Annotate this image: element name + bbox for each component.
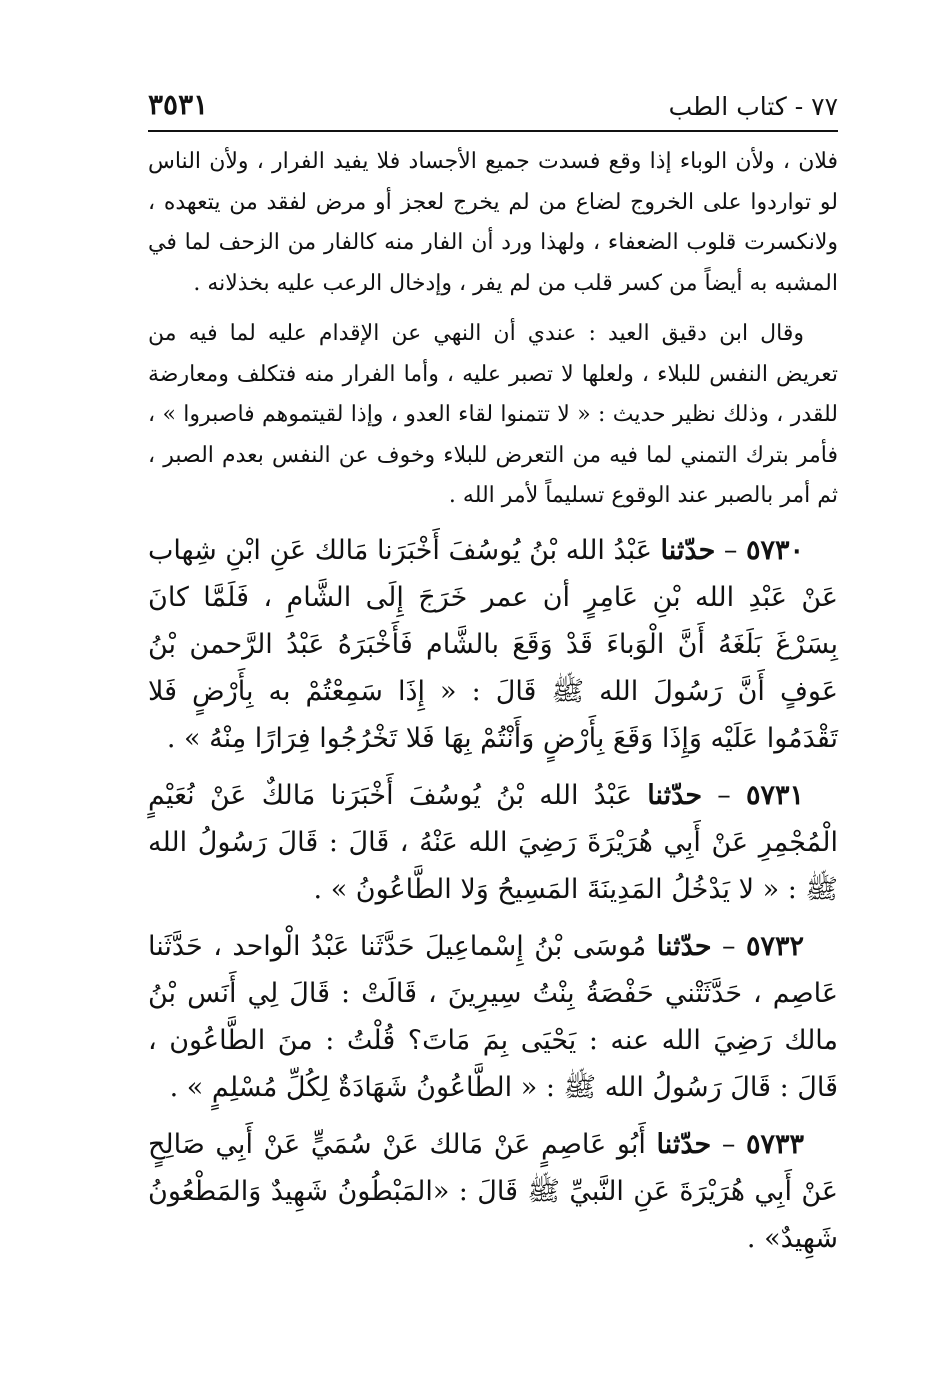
hadith-5733: ٥٧٣٣ – حدّثنا أَبُو عَاصِمٍ عَنْ مَالك عَنْ سُمَيٍّ عَنْ أَبِي صَالِحٍ عَنْ أَبِي هُرَيْرَةَ عَنِ النَّبيِّ ﷺ قَالَ : «المَبْطُونُ شَهِيدٌ وَالمَطْعُونُ شَهِيدٌ» . bbox=[148, 1128, 838, 1254]
hadith-text: أَبُو عَاصِمٍ عَنْ مَالك عَنْ سُمَيٍّ عَنْ أَبِي صَالِحٍ عَنْ أَبِي هُرَيْرَةَ عَنِ النَّبيِّ ﷺ قَالَ : «المَبْطُونُ شَهِيدٌ وَالمَطْعُونُ شَهِيدٌ» . bbox=[148, 1128, 838, 1254]
commentary-section bbox=[148, 142, 838, 517]
hadith-5730: ٥٧٣٠ – حدّثنا عَبْدُ الله بْنُ يُوسُفَ أَخْبَرَنا مَالك عَنِ ابْنِ شِهاب عَنْ عَبْدِ الله بْنِ عَامِرٍ أن عمر خَرَجَ إِلَى الشَّامِ ، فَلَمَّا كانَ بِسَرْغَ بَلَغَهُ أَنَّ الْوَباءَ قَدْ وَقَعَ بالشَّام فَأَخْبَرَهُ عَبْدُ الرَّحمن بْنُ عَوفٍ أَنَّ رَسُولَ الله ﷺ قَالَ : « إِذَا سَمِعْتُمْ به بِأَرْضٍ فَلا تَقْدَمُوا عَلَيْه وَإِذَا وَقَعَ بِأَرْضٍ وَأَنْتُمْ بِهَا فَلا تَخْرُجُوا فِرَارًا مِنْهُ » . bbox=[148, 534, 838, 754]
hadith-number: ٥٧٣١ bbox=[745, 779, 804, 811]
hadith-lead: حدّثنا bbox=[647, 779, 703, 811]
hadith-5732: ٥٧٣٢ – حدّثنا مُوسَى بْنُ إِسْماعِيلَ حَدَّثَنا عَبْدُ الْواحد ، حَدَّثَنا عَاصِم ، حَدَّثَتْني حَفْصَةُ بِنْتُ سِيرِينَ ، قَالَتْ : قَالَ لِي أَنَس بْنُ مالك رَضِيَ الله عنه : يَحْيَى بِمَ مَاتَ؟ قُلْتُ : منَ الطَّاعُون ، قَالَ : قَالَ رَسُولُ الله ﷺ : « الطَّاعُونُ شَهَادَةٌ لِكُلِّ مُسْلِمٍ » . bbox=[148, 930, 838, 1103]
hadith-number: ٥٧٣٢ bbox=[745, 930, 804, 962]
page-header bbox=[148, 88, 838, 132]
hadith-text: عَبْدُ الله بْنُ يُوسُفَ أَخْبَرَنا مَالك عَنِ ابْنِ شِهاب عَنْ عَبْدِ الله بْنِ عَامِرٍ أن عمر خَرَجَ إِلَى الشَّامِ ، فَلَمَّا كانَ بِسَرْغَ بَلَغَهُ أَنَّ الْوَباءَ قَدْ وَقَعَ بالشَّام فَأَخْبَرَهُ عَبْدُ الرَّحمن بْنُ عَوفٍ أَنَّ رَسُولَ الله ﷺ قَالَ : « إِذَا سَمِعْتُمْ به بِأَرْضٍ فَلا تَقْدَمُوا عَلَيْه وَإِذَا وَقَعَ بِأَرْضٍ وَأَنْتُمْ بِهَا فَلا تَخْرُجُوا فِرَارًا مِنْهُ » . bbox=[148, 534, 838, 754]
hadith-lead: حدّثنا bbox=[656, 930, 712, 962]
book-page bbox=[148, 88, 838, 1272]
page-number: ٣٥٣١ bbox=[148, 88, 209, 121]
commentary-paragraph: فلان ، ولأن الوباء إذا وقع فسدت جميع الأجساد فلا يفيد الفرار ، ولأن الناس لو تواردوا على الخروج لضاع من لم يخرج لعجز أو مرض لفقد من يتعهده ، ولانكسرت قلوب الضعفاء ، ولهذا ورد أن الفار منه كالفار من الزحف لما في المشبه به أيضاً من كسر قلب من لم يفر ، وإدخال الرعب عليه بخذلانه . bbox=[148, 149, 838, 296]
hadith-5731: ٥٧٣١ – حدّثنا عَبْدُ الله بْنُ يُوسُفَ أَخْبَرَنا مَالكٌ عَنْ نُعَيْمٍ الْمُجْمِرِ عَنْ أَبِي هُرَيْرَةَ رَضِيَ الله عَنْهُ ، قَالَ : قَالَ رَسُولُ الله ﷺ : « لا يَدْخُلُ المَدِينَةَ المَسِيحُ وَلا الطَّاعُونُ » . bbox=[148, 779, 838, 905]
hadith-number: ٥٧٣٣ bbox=[745, 1128, 804, 1160]
commentary-paragraph: وقال ابن دقيق العيد : عندي أن النهي عن الإقدام عليه لما فيه من تعريض النفس للبلاء ، ولعلها لا تصبر عليه ، وأما الفرار منه فتكلف ومعارضة للقدر ، وذلك نظير حديث : « لا تتمنوا لقاء العدو ، وإذا لقيتموهم فاصبروا » ، فأمر بترك التمني لما فيه من التعرض للبلاء وخوف عن النفس بعدم الصبر ، ثم أمر بالصبر عند الوقوع تسليماً لأمر الله . bbox=[148, 321, 838, 508]
hadith-text: مُوسَى بْنُ إِسْماعِيلَ حَدَّثَنا عَبْدُ الْواحد ، حَدَّثَنا عَاصِم ، حَدَّثَتْني حَفْصَةُ بِنْتُ سِيرِينَ ، قَالَتْ : قَالَ لِي أَنَس بْنُ مالك رَضِيَ الله عنه : يَحْيَى بِمَ مَاتَ؟ قُلْتُ : منَ الطَّاعُون ، قَالَ : قَالَ رَسُولُ الله ﷺ : « الطَّاعُونُ شَهَادَةٌ لِكُلِّ مُسْلِمٍ » . bbox=[148, 930, 838, 1103]
hadith-text: عَبْدُ الله بْنُ يُوسُفَ أَخْبَرَنا مَالكٌ عَنْ نُعَيْمٍ الْمُجْمِرِ عَنْ أَبِي هُرَيْرَةَ رَضِيَ الله عَنْهُ ، قَالَ : قَالَ رَسُولُ الله ﷺ : « لا يَدْخُلُ المَدِينَةَ المَسِيحُ وَلا الطَّاعُونُ » . bbox=[148, 779, 838, 905]
chapter-title: ٧٧ - كتاب الطب bbox=[668, 92, 838, 121]
hadith-lead: حدّثنا bbox=[660, 534, 716, 566]
hadith-number: ٥٧٣٠ bbox=[745, 534, 804, 566]
hadith-lead: حدّثنا bbox=[656, 1128, 712, 1160]
